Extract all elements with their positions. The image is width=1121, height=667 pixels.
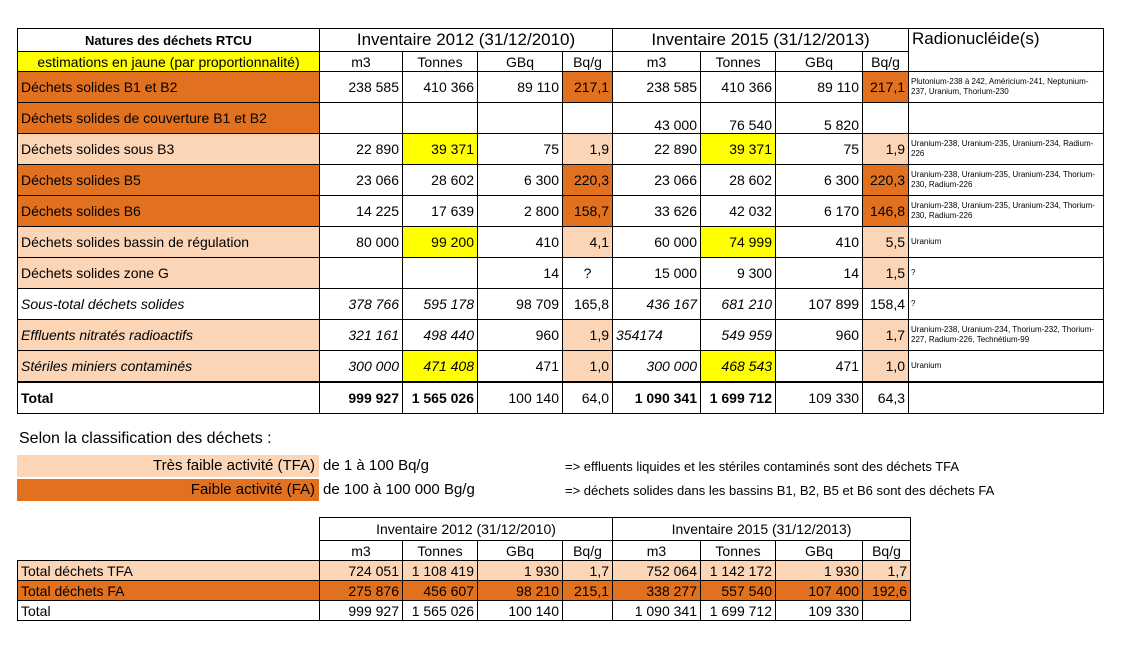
table-cell: 300 000 <box>320 351 403 383</box>
table-cell: 960 <box>478 320 563 351</box>
table-cell: 192,6 <box>863 581 911 601</box>
table-cell: 238 585 <box>320 72 403 103</box>
row-label: Déchets solides de couverture B1 et B2 <box>18 103 320 134</box>
table-cell: 338 277 <box>613 581 701 601</box>
table-cell <box>863 601 911 621</box>
table-cell: 471 408 <box>403 351 478 383</box>
table-cell <box>403 258 478 289</box>
table-cell: 471 <box>478 351 563 383</box>
row-label: Déchets solides sous B3 <box>18 134 320 165</box>
table-cell: 75 <box>776 134 863 165</box>
radionuclides-cell <box>909 382 1104 414</box>
waste-inventory-table <box>17 28 1104 414</box>
table-cell <box>563 601 613 621</box>
table-cell: 4,1 <box>563 227 613 258</box>
table-cell: 64,3 <box>863 382 909 414</box>
table-cell <box>403 103 478 134</box>
table-title: Natures des déchets RTCU <box>18 29 320 52</box>
inventory-2012-header: Inventaire 2012 (31/12/2010) <box>320 29 613 52</box>
table-cell <box>863 103 909 134</box>
table-cell: 752 064 <box>613 561 701 581</box>
table-cell: 2 800 <box>478 196 563 227</box>
table-cell: 28 602 <box>403 165 478 196</box>
table-cell: 43 000 <box>613 103 701 134</box>
row-label: Effluents nitratés radioactifs <box>18 320 320 351</box>
table-cell: 99 200 <box>403 227 478 258</box>
table-cell: 1,9 <box>563 320 613 351</box>
table-cell: 14 <box>478 258 563 289</box>
table-cell: 1 699 712 <box>701 382 776 414</box>
table-cell: 220,3 <box>563 165 613 196</box>
table-cell: 1 699 712 <box>701 601 776 621</box>
unit-header: Tonnes <box>403 541 478 561</box>
table-cell: 98 709 <box>478 289 563 320</box>
table-cell: 33 626 <box>613 196 701 227</box>
table-cell: 6 300 <box>478 165 563 196</box>
summary-table <box>17 517 911 621</box>
table-cell: 1 142 172 <box>701 561 776 581</box>
table-cell: 6 170 <box>776 196 863 227</box>
table-row <box>18 134 1104 165</box>
table-cell: 238 585 <box>613 72 701 103</box>
table-cell: 15 000 <box>613 258 701 289</box>
fa-range: de 100 à 100 000 Bg/g <box>323 481 475 498</box>
table-cell: 74 999 <box>701 227 776 258</box>
table-row <box>18 72 1104 103</box>
table-cell: 436 167 <box>613 289 701 320</box>
table-cell: 220,3 <box>863 165 909 196</box>
table-cell: 215,1 <box>563 581 613 601</box>
table-cell: 89 110 <box>478 72 563 103</box>
fa-label: Faible activité (FA) <box>17 479 319 501</box>
table-row <box>18 258 1104 289</box>
table-cell: 378 766 <box>320 289 403 320</box>
table-row <box>18 196 1104 227</box>
table-cell: 22 890 <box>320 134 403 165</box>
unit-header: Tonnes <box>403 52 478 72</box>
unit-header: GBq <box>776 541 863 561</box>
table-cell: 28 602 <box>701 165 776 196</box>
table-cell: 39 371 <box>403 134 478 165</box>
table-cell <box>563 103 613 134</box>
inventory-2015-header: Inventaire 2015 (31/12/2013) <box>613 29 909 52</box>
table-cell: 960 <box>776 320 863 351</box>
row-label: Déchets solides B1 et B2 <box>18 72 320 103</box>
table-cell: 410 <box>478 227 563 258</box>
table-row <box>18 320 1104 351</box>
radionuclides-cell: Uranium <box>909 227 1104 258</box>
table-row <box>18 581 911 601</box>
table-cell: 217,1 <box>863 72 909 103</box>
table-cell: 1 565 026 <box>403 382 478 414</box>
table-cell: 456 607 <box>403 581 478 601</box>
unit-header: GBq <box>478 52 563 72</box>
row-label: Déchets solides bassin de régulation <box>18 227 320 258</box>
table-cell: 1,9 <box>563 134 613 165</box>
table-cell: 42 032 <box>701 196 776 227</box>
table-cell: 107 400 <box>776 581 863 601</box>
table-cell: 999 927 <box>320 601 403 621</box>
radionuclides-cell: Uranium-238, Uranium-235, Uranium-234, Radium-226 <box>909 134 1104 165</box>
table-cell: 14 <box>776 258 863 289</box>
table-cell: 1,9 <box>863 134 909 165</box>
radionuclides-cell: ? <box>909 258 1104 289</box>
table-cell: 1,7 <box>863 561 911 581</box>
unit-header: GBq <box>776 52 863 72</box>
table-row <box>18 227 1104 258</box>
classification-heading: Selon la classification des déchets : <box>19 430 272 447</box>
table-cell: 681 210 <box>701 289 776 320</box>
unit-header: m3 <box>613 52 701 72</box>
table-cell: 999 927 <box>320 382 403 414</box>
table-cell: 300 000 <box>613 351 701 383</box>
row-label: Sous-total déchets solides <box>18 289 320 320</box>
unit-header: GBq <box>478 541 563 561</box>
table-cell: ? <box>563 258 613 289</box>
inventory-2012-header: Inventaire 2012 (31/12/2010) <box>320 518 613 541</box>
table-cell: 39 371 <box>701 134 776 165</box>
table-cell: 354174 <box>613 320 701 351</box>
table-cell: 1 108 419 <box>403 561 478 581</box>
table-row <box>18 165 1104 196</box>
row-label: Déchets solides B6 <box>18 196 320 227</box>
blank-cell <box>18 518 320 541</box>
table-cell: 410 366 <box>701 72 776 103</box>
table-cell <box>320 103 403 134</box>
unit-header: m3 <box>320 52 403 72</box>
table-cell: 1 565 026 <box>403 601 478 621</box>
table-row <box>18 601 911 621</box>
table-cell: 146,8 <box>863 196 909 227</box>
radionuclides-cell: Uranium-238, Uranium-235, Uranium-234, Thorium-230, Radium-226 <box>909 165 1104 196</box>
tfa-range: de 1 à 100 Bq/g <box>323 457 429 474</box>
unit-header: Bq/g <box>563 541 613 561</box>
table-row <box>18 561 911 581</box>
radionuclides-cell: Plutonium-238 à 242, Américium-241, Neptunium-237, Uranium, Thorium-230 <box>909 72 1104 103</box>
table-cell: 1,7 <box>563 561 613 581</box>
table-cell: 23 066 <box>320 165 403 196</box>
table-cell: 498 440 <box>403 320 478 351</box>
inventory-2015-header: Inventaire 2015 (31/12/2013) <box>613 518 911 541</box>
table-cell <box>320 258 403 289</box>
radionuclides-cell <box>909 103 1104 134</box>
table-cell: 158,4 <box>863 289 909 320</box>
row-label: Total déchets TFA <box>18 561 320 581</box>
table-cell: 1 090 341 <box>613 601 701 621</box>
table-cell: 549 959 <box>701 320 776 351</box>
table-cell: 410 <box>776 227 863 258</box>
table-cell: 17 639 <box>403 196 478 227</box>
table-cell: 595 178 <box>403 289 478 320</box>
row-label: Total <box>18 382 320 414</box>
unit-header: m3 <box>613 541 701 561</box>
table-cell: 75 <box>478 134 563 165</box>
table-cell: 109 330 <box>776 601 863 621</box>
table-row <box>18 289 1104 320</box>
radionuclides-cell: Uranium-238, Uranium-235, Uranium-234, Thorium-230, Radium-226 <box>909 196 1104 227</box>
table-cell: 89 110 <box>776 72 863 103</box>
tfa-note: => effluents liquides et les stériles contaminés sont des déchets TFA <box>565 459 960 474</box>
unit-header: Tonnes <box>701 52 776 72</box>
estimation-note: estimations en jaune (par proportionnalité) <box>18 52 320 72</box>
table-cell: 468 543 <box>701 351 776 383</box>
table-cell: 64,0 <box>563 382 613 414</box>
table-row <box>18 382 1104 414</box>
table-cell: 1 930 <box>776 561 863 581</box>
table-cell: 165,8 <box>563 289 613 320</box>
table-cell: 557 540 <box>701 581 776 601</box>
row-label: Total déchets FA <box>18 581 320 601</box>
table-cell: 158,7 <box>563 196 613 227</box>
table-row <box>18 103 1104 134</box>
radionuclides-header: Radionucléide(s) <box>909 29 1104 72</box>
row-label: Déchets solides zone G <box>18 258 320 289</box>
table-cell: 22 890 <box>613 134 701 165</box>
fa-note: => déchets solides dans les bassins B1, B2, B5 et B6 sont des déchets FA <box>565 483 995 498</box>
unit-header: Bq/g <box>563 52 613 72</box>
table-cell: 6 300 <box>776 165 863 196</box>
table-cell: 107 899 <box>776 289 863 320</box>
row-label: Total <box>18 601 320 621</box>
radionuclides-cell: Uranium <box>909 351 1104 383</box>
table-cell: 23 066 <box>613 165 701 196</box>
unit-header: Bq/g <box>863 541 911 561</box>
table-cell: 60 000 <box>613 227 701 258</box>
table-cell: 100 140 <box>478 382 563 414</box>
table-cell: 471 <box>776 351 863 383</box>
tfa-label: Très faible activité (TFA) <box>17 455 319 477</box>
table-cell: 1 090 341 <box>613 382 701 414</box>
table-cell: 1,0 <box>863 351 909 383</box>
table-cell: 410 366 <box>403 72 478 103</box>
table-cell: 1,0 <box>563 351 613 383</box>
table-cell: 1,5 <box>863 258 909 289</box>
table-cell: 217,1 <box>563 72 613 103</box>
table-cell <box>478 103 563 134</box>
table-cell: 1,7 <box>863 320 909 351</box>
blank-cell <box>18 541 320 561</box>
unit-header: m3 <box>320 541 403 561</box>
table-cell: 76 540 <box>701 103 776 134</box>
table-cell: 321 161 <box>320 320 403 351</box>
table-cell: 1 930 <box>478 561 563 581</box>
row-label: Déchets solides B5 <box>18 165 320 196</box>
table-cell: 275 876 <box>320 581 403 601</box>
table-cell: 5 820 <box>776 103 863 134</box>
table-cell: 5,5 <box>863 227 909 258</box>
unit-header: Bq/g <box>863 52 909 72</box>
radionuclides-cell: ? <box>909 289 1104 320</box>
unit-header: Tonnes <box>701 541 776 561</box>
row-label: Stériles miniers contaminés <box>18 351 320 383</box>
table-cell: 9 300 <box>701 258 776 289</box>
table-row <box>18 351 1104 383</box>
table-cell: 14 225 <box>320 196 403 227</box>
radionuclides-cell: Uranium-238, Uranium-234, Thorium-232, Thorium-227, Radium-226, Technétium-99 <box>909 320 1104 351</box>
table-cell: 100 140 <box>478 601 563 621</box>
table-cell: 109 330 <box>776 382 863 414</box>
table-cell: 98 210 <box>478 581 563 601</box>
table-cell: 80 000 <box>320 227 403 258</box>
table-cell: 724 051 <box>320 561 403 581</box>
